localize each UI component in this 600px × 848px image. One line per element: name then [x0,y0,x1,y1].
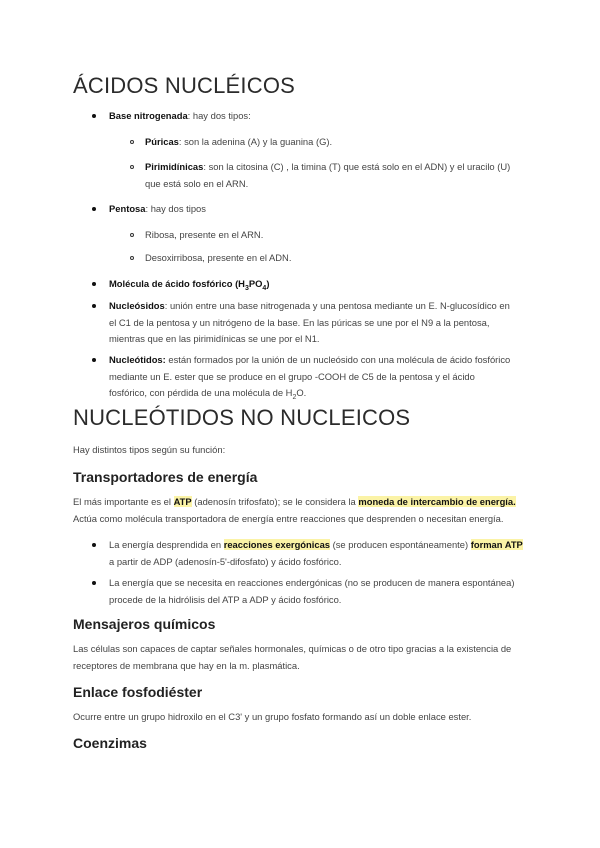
text-exergonicas-line2: a partir de ADP (adenosín-5'-difosfato) y ácido fosfórico. [109,555,342,567]
heading-coenzimas: Coenzimas [73,735,147,751]
text-transport-b: (adenosín trifosfato); se le considera la [191,496,359,507]
item-nucleosidos [109,298,510,348]
heading-enlace: Enlace fosfodiéster [73,684,203,700]
text-nucleotidos-line2: mediante un E. ester que se produce en el grupo -COOH de C5 de la pentosa y el ácido [109,370,475,382]
circle-bullet [130,256,134,260]
text-pentosa: : hay dos tipos [145,203,206,214]
text-exergonicas-a: La energía desprendida en [109,539,224,550]
item-exergonicas [109,537,523,570]
heading-mensajeros: Mensajeros químicos [73,616,216,632]
paragraph-mensajeros [73,641,511,674]
bullet-dot [92,358,96,362]
paragraph-enlace: Ocurre entre un grupo hidroxilo en el C3' y un grupo fosfato formando así un doble enlace ester. [73,711,472,722]
text-puricas: : son la adenina (A) y la guanina (G). [178,136,333,147]
circle-bullet [130,233,134,237]
bullet-dot [92,282,96,286]
item-base-nitrogenada [109,108,251,125]
text-endergonicas-line2: procede de la hidrólisis del ATP a ADP y ácido fosfórico. [109,593,342,605]
text-transport-a: El más importante es el [73,496,174,507]
label-pentosa: Pentosa [109,203,146,214]
heading-nucleotidos-no-nucleicos: NUCLEÓTIDOS NO NUCLEICOS [73,405,411,430]
item-pirimidinicas [145,159,510,192]
highlight-reacciones-exergonicas: reacciones exergónicas [223,539,330,550]
label-base-nitrogenada: Base nitrogenada [109,110,188,121]
subscript: 4 [262,284,267,292]
text-base-nitrogenada: : hay dos tipos: [187,110,251,121]
bullet-dot [92,207,96,211]
label-nucleotidos: Nucleótidos: [109,354,166,365]
text-endergonicas-line1: La energía que se necesita en reacciones endergónicas (no se producen de manera espontánea) [109,577,515,588]
bullet-dot [92,304,96,308]
highlight-forman-atp: forman ATP [470,539,523,550]
circle-bullet [130,165,134,169]
circle-bullet [130,140,134,144]
text-nucleotidos-line1: están formados por la unión de un nucleósido con una molécula de ácido fosfórico [165,354,511,365]
intro-text: Hay distintos tipos según su función: [73,444,226,455]
text-pirimidinicas-line2: que está solo en el ARN. [145,177,249,189]
text-nucleosidos-line1: : unión entre una base nitrogenada y una pentosa mediante un E. N-glucosídico en [164,300,510,311]
text-mensajeros-line2: receptores de membrana que hay en la m. plasmática. [73,659,300,671]
text-pirimidinicas-line1: : son la citosina (C) , la timina (T) que está solo en el ADN) y el uracilo (U) [203,161,511,172]
label-nucleosidos: Nucleósidos [109,300,165,311]
heading-transportadores: Transportadores de energía [73,469,258,485]
highlight-moneda: moneda de intercambio de energía. [358,496,516,507]
text-acido-fosforico-b: PO [248,278,263,289]
text-nucleosidos-line3: mientras que en las pirimidínicas se une por el N1. [109,333,320,344]
text-exergonicas-b: (se producen espontáneamente) [330,539,471,550]
bullet-dot [92,114,96,118]
item-desoxirribosa: Desoxirribosa, presente en el ADN. [145,252,292,263]
label-puricas: Púricas [145,136,179,147]
item-ribosa: Ribosa, presente en el ARN. [145,229,264,240]
item-pentosa [109,201,206,218]
label-pirimidinicas: Pirimidínicas [145,161,204,172]
heading-acidos-nucleicos: ÁCIDOS NUCLÉICOS [73,73,296,98]
text-nucleotidos-line3-end: O. [296,387,307,398]
text-nucleosidos-line2: el C1 de la pentosa y un nitrógeno de la base. En las púricas se une por el N9 a la pentosa, [109,316,490,328]
item-acido-fosforico [109,276,269,297]
item-nucleotidos [109,352,510,406]
subscript: 2 [292,393,297,401]
highlight-atp: ATP [173,496,192,507]
text-acido-fosforico-c: ) [266,278,270,289]
text-mensajeros-line1: Las células son capaces de captar señales hormonales, químicas o de otro tipo gracias a la existencia de [73,643,512,654]
item-puricas [145,134,332,151]
text-transport-line2: Actúa como molécula transportadora de energía entre reacciones que desprenden o necesitan energía. [73,512,504,524]
bullet-dot [92,543,96,547]
paragraph-transportadores [73,494,516,527]
text-nucleotidos-line3: fosfórico, con pérdida de una molécula de H [109,387,293,398]
item-endergonicas [109,575,515,608]
text-acido-fosforico-a: Molécula de ácido fosfórico (H [109,278,245,289]
subscript: 3 [244,284,249,292]
bullet-dot [92,581,96,585]
